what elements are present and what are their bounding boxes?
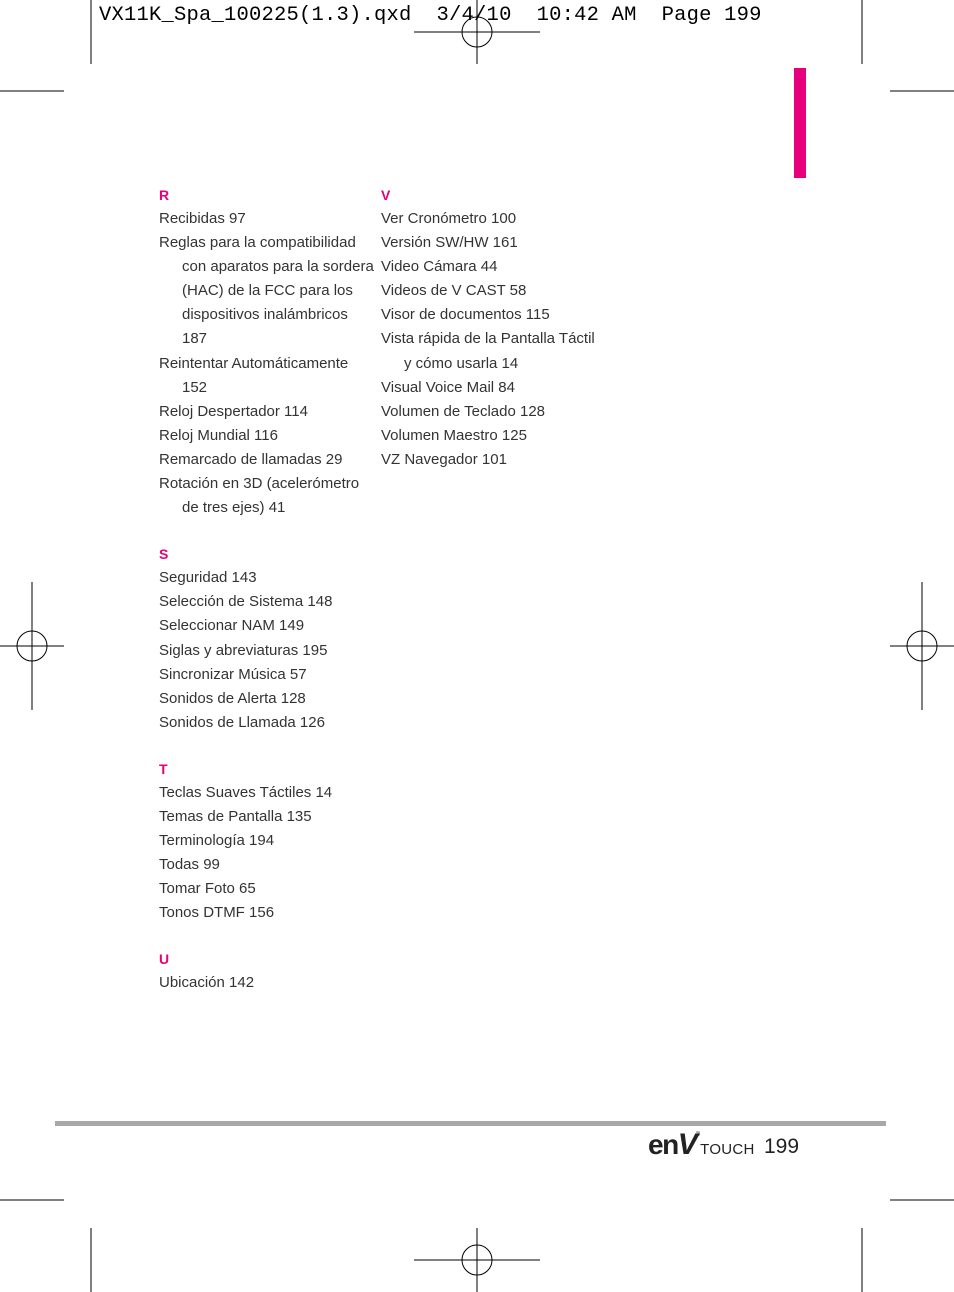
index-entry: Remarcado de llamadas 29: [159, 450, 343, 468]
index-entry: Visual Voice Mail 84: [381, 378, 515, 396]
index-entry: Todas 99: [159, 856, 220, 874]
index-entry: Rotación en 3D (acelerómetro de tres ejes) 41: [159, 475, 360, 517]
index-entry: Sonidos de Llamada 126: [159, 713, 325, 731]
index-entry: Siglas y abreviaturas 195: [159, 641, 328, 659]
index-entry: Selección de Sistema 148: [159, 593, 333, 611]
index-entry: Vista rápida de la Pantalla Táctil y cómo usarla 14: [381, 330, 595, 372]
section-tab-marker: [794, 68, 806, 178]
index-entry: Reloj Despertador 114: [159, 402, 308, 420]
index-entry: Seleccionar NAM 149: [159, 617, 305, 635]
index-entry: Seguridad 143: [159, 569, 257, 587]
index-entry: Videos de V CAST 58: [381, 282, 527, 300]
index-entry: Recibidas 97: [159, 210, 246, 227]
index-entry: Reloj Mundial 116: [159, 426, 278, 444]
index-letter-heading: U: [159, 951, 170, 968]
print-slug: VX11K_Spa_100225(1.3).qxd 3/4/10 10:42 AM Page 199: [99, 4, 762, 27]
logo-registered-mark: ®: [695, 1132, 701, 1138]
index-entry: Visor de documentos 115: [381, 306, 550, 324]
index-entry: Teclas Suaves Táctiles 14: [159, 783, 333, 801]
index-letter-heading: V: [381, 187, 391, 203]
index-entry: Sonidos de Alerta 128: [159, 689, 306, 707]
index-column-right: [381, 183, 596, 472]
logo-touch: TOUCH: [700, 1141, 755, 1158]
index-entry: Ubicación 142: [159, 974, 255, 992]
logo-v: V: [677, 1128, 696, 1161]
index-entry: Versión SW/HW 161: [381, 234, 518, 252]
index-entry: Terminología 194: [159, 832, 275, 850]
section-gap: [159, 925, 374, 947]
index-entry: Video Cámara 44: [381, 258, 498, 276]
index-entry: Reintentar Automáticamente 152: [159, 354, 349, 396]
index-entry: Temas de Pantalla 135: [159, 807, 312, 825]
section-gap: [159, 520, 374, 542]
footer-rule: [55, 1121, 886, 1126]
page-number: 199: [764, 1135, 800, 1158]
index-entry: Volumen de Teclado 128: [381, 402, 546, 420]
index-letter-heading: T: [159, 760, 168, 777]
index-entry: Sincronizar Música 57: [159, 665, 307, 683]
index-entry: Tonos DTMF 156: [159, 904, 275, 922]
index-letter-heading: R: [159, 187, 170, 203]
index-letter-heading: S: [159, 546, 169, 563]
logo-en: en: [648, 1129, 678, 1160]
index-column-left: [159, 183, 374, 996]
index-entry: Volumen Maestro 125: [381, 426, 527, 444]
index-entry: Reglas para la compatibilidad con aparatos para la sordera (HAC) de la FCC para los dispositivos inalámbricos 187: [159, 234, 374, 348]
envtouch-logo: [648, 1128, 755, 1162]
index-entry: Tomar Foto 65: [159, 880, 256, 898]
section-gap: [159, 735, 374, 757]
index-entry: Ver Cronómetro 100: [381, 210, 517, 227]
index-entry: VZ Navegador 101: [381, 450, 507, 468]
